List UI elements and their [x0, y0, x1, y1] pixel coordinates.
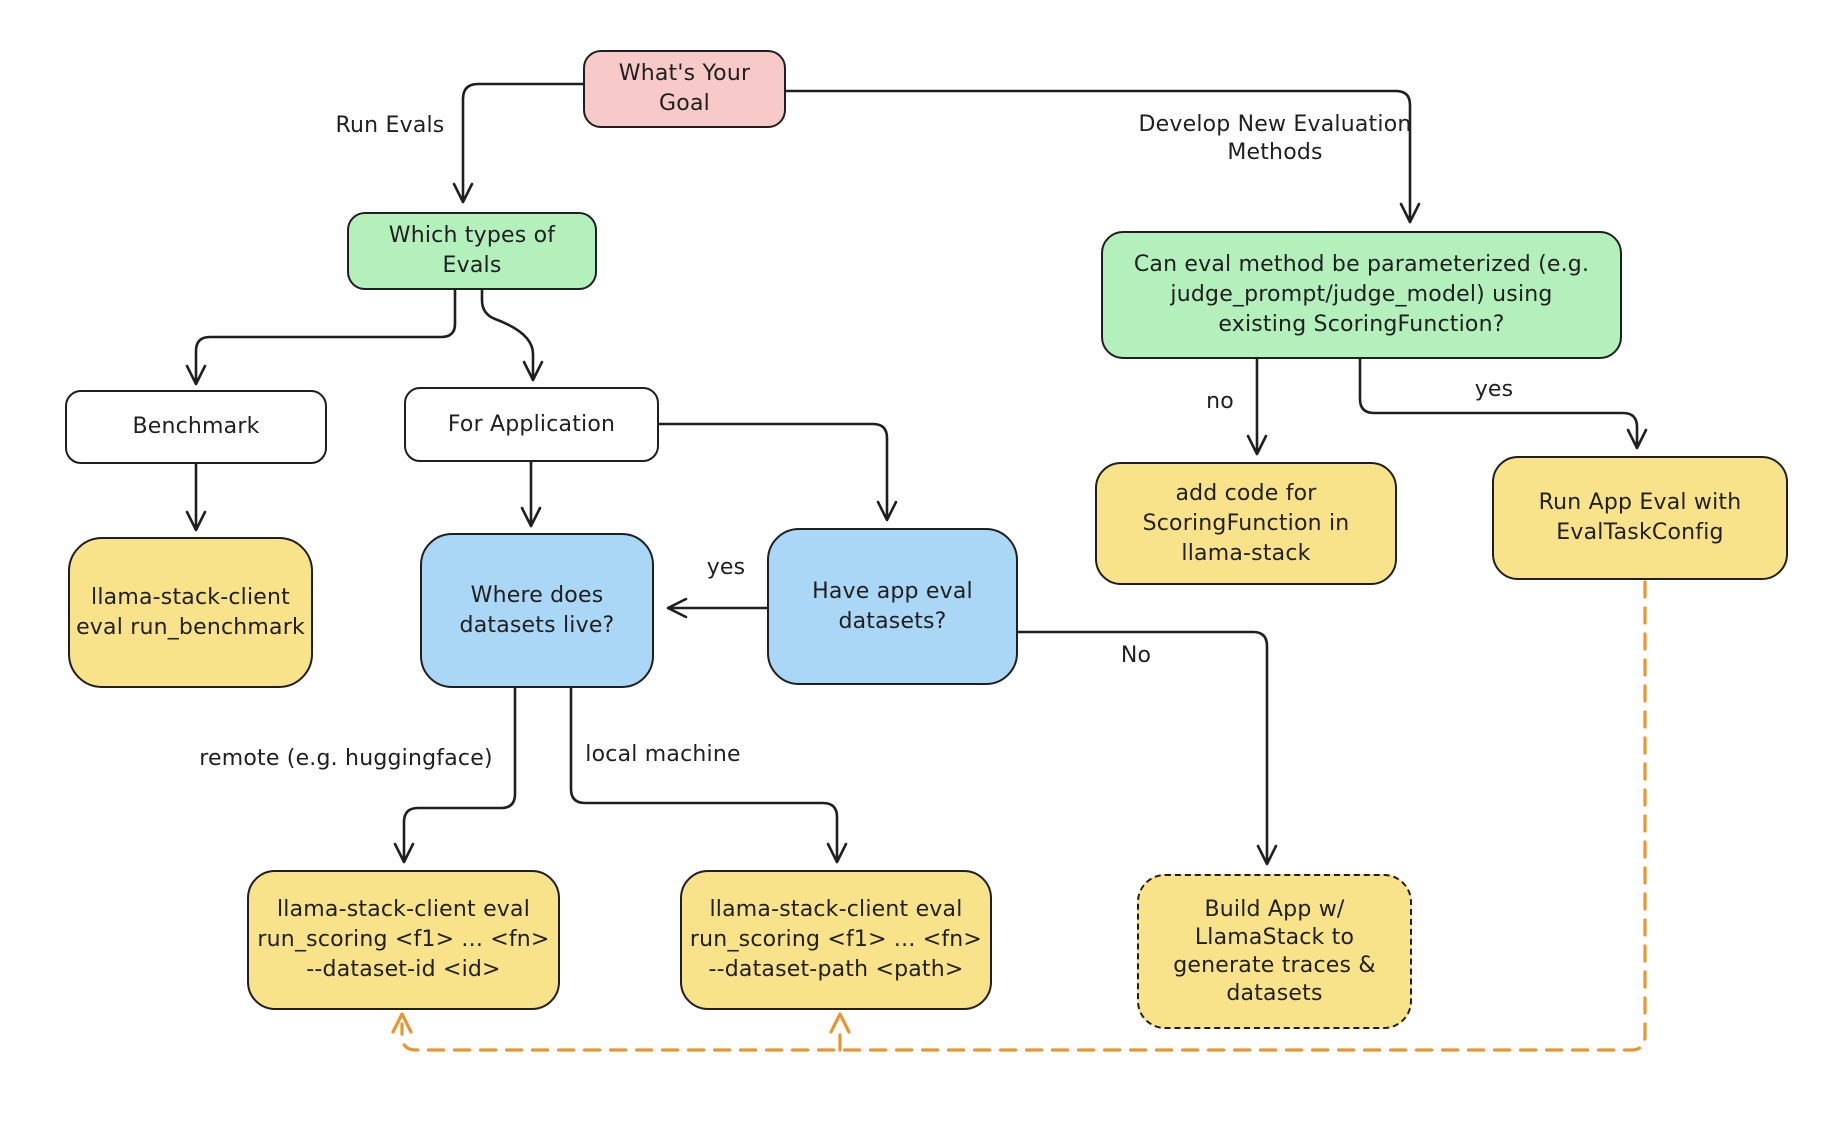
- node-text-line: datasets?: [838, 608, 947, 634]
- node-text-line: Benchmark: [132, 414, 260, 439]
- edge-which-types-to-for-application: [482, 290, 542, 380]
- node-text-line: datasets: [1226, 980, 1323, 1006]
- edge-for-application-to-where-datasets: [522, 462, 540, 526]
- node-text-line: Where does: [470, 582, 604, 608]
- node-text-line: datasets live?: [459, 612, 615, 638]
- node-run-scoring-dataset-id: [247, 870, 560, 1010]
- node-text-line: --dataset-path <path>: [708, 957, 964, 982]
- edge-have-datasets-to-where-datasets-yes: [668, 599, 767, 617]
- node-text-line: add code for: [1175, 480, 1317, 506]
- edge-label-text: Develop New Evaluation: [1138, 112, 1412, 137]
- edge-label-no-have-datasets: [1106, 640, 1166, 672]
- node-have-app-eval-datasets: [767, 528, 1018, 685]
- node-text-line: Evals: [442, 253, 502, 278]
- edge-which-types-to-benchmark: [187, 290, 455, 384]
- edge-label-text: local machine: [585, 742, 741, 767]
- edge-where-datasets-to-run-scoring-path: [571, 688, 846, 862]
- feedback-arrowhead-middle: [831, 1014, 849, 1032]
- node-text-line: Have app eval: [812, 578, 973, 604]
- node-benchmark: [65, 390, 327, 464]
- edge-label-text: remote (e.g. huggingface): [199, 746, 493, 771]
- node-text-line: LlamaStack to: [1194, 924, 1355, 950]
- node-run-benchmark-command: [68, 537, 313, 688]
- edge-label-yes-have-datasets: [696, 552, 756, 584]
- edge-label-text: yes: [1474, 377, 1514, 402]
- node-text-line: llama-stack: [1181, 540, 1311, 566]
- node-text-line: run_scoring <f1> ... <fn>: [689, 927, 983, 952]
- node-text-line: For Application: [447, 411, 616, 437]
- node-which-types-of-evals: [347, 212, 597, 290]
- edge-label-local-machine: [568, 738, 758, 772]
- edge-label-yes-parameterized: [1458, 374, 1530, 406]
- edge-label-text: yes: [706, 555, 746, 580]
- edge-for-application-to-have-datasets: [659, 424, 896, 520]
- node-text-line: Build App w/: [1204, 896, 1345, 922]
- edge-label-text: No: [1120, 643, 1152, 668]
- node-text-line: existing ScoringFunction?: [1218, 312, 1505, 337]
- edge-benchmark-to-run-benchmark: [187, 464, 205, 530]
- edge-can-eval-to-add-code-no: [1248, 359, 1266, 454]
- node-whats-your-goal: [583, 50, 786, 128]
- node-run-app-eval-evaltaskconfig: [1492, 456, 1788, 580]
- node-for-application: [404, 387, 659, 462]
- node-add-code-scoringfunction: [1095, 462, 1397, 585]
- edge-label-text: Methods: [1227, 140, 1323, 165]
- edge-label-text: no: [1206, 389, 1234, 414]
- node-build-app-generate-datasets: [1137, 874, 1412, 1029]
- node-text-line: EvalTaskConfig: [1556, 520, 1724, 545]
- node-text-line: Run App Eval with: [1538, 490, 1742, 515]
- edge-label-text: Run Evals: [335, 113, 445, 138]
- node-text-line: run_scoring <f1> ... <fn>: [257, 927, 550, 952]
- node-text-line: Goal: [659, 91, 710, 116]
- node-text-line: llama-stack-client: [91, 584, 290, 610]
- node-text-line: llama-stack-client eval: [276, 897, 531, 922]
- node-text-line: What's Your: [618, 61, 751, 86]
- node-text-line: --dataset-id <id>: [306, 957, 501, 982]
- edge-label-remote-huggingface: [178, 742, 514, 776]
- node-text-line: eval run_benchmark: [76, 614, 305, 640]
- node-run-scoring-dataset-path: [680, 870, 992, 1010]
- node-can-eval-be-parameterized: [1101, 231, 1622, 359]
- node-text-line: llama-stack-client eval: [709, 897, 963, 922]
- edge-label-run-evals: [295, 108, 485, 144]
- edge-label-develop-new-evaluation-methods: [1090, 106, 1460, 172]
- node-where-does-datasets-live: [420, 533, 654, 688]
- node-text-line: generate traces &: [1173, 952, 1376, 978]
- node-text-line: ScoringFunction in: [1142, 510, 1350, 536]
- edge-label-no-parameterized: [1192, 386, 1248, 418]
- node-text-line: judge_prompt/judge_model) using: [1170, 282, 1553, 307]
- node-text-line: Which types of: [388, 223, 556, 248]
- node-text-line: Can eval method be parameterized (e.g.: [1133, 252, 1590, 277]
